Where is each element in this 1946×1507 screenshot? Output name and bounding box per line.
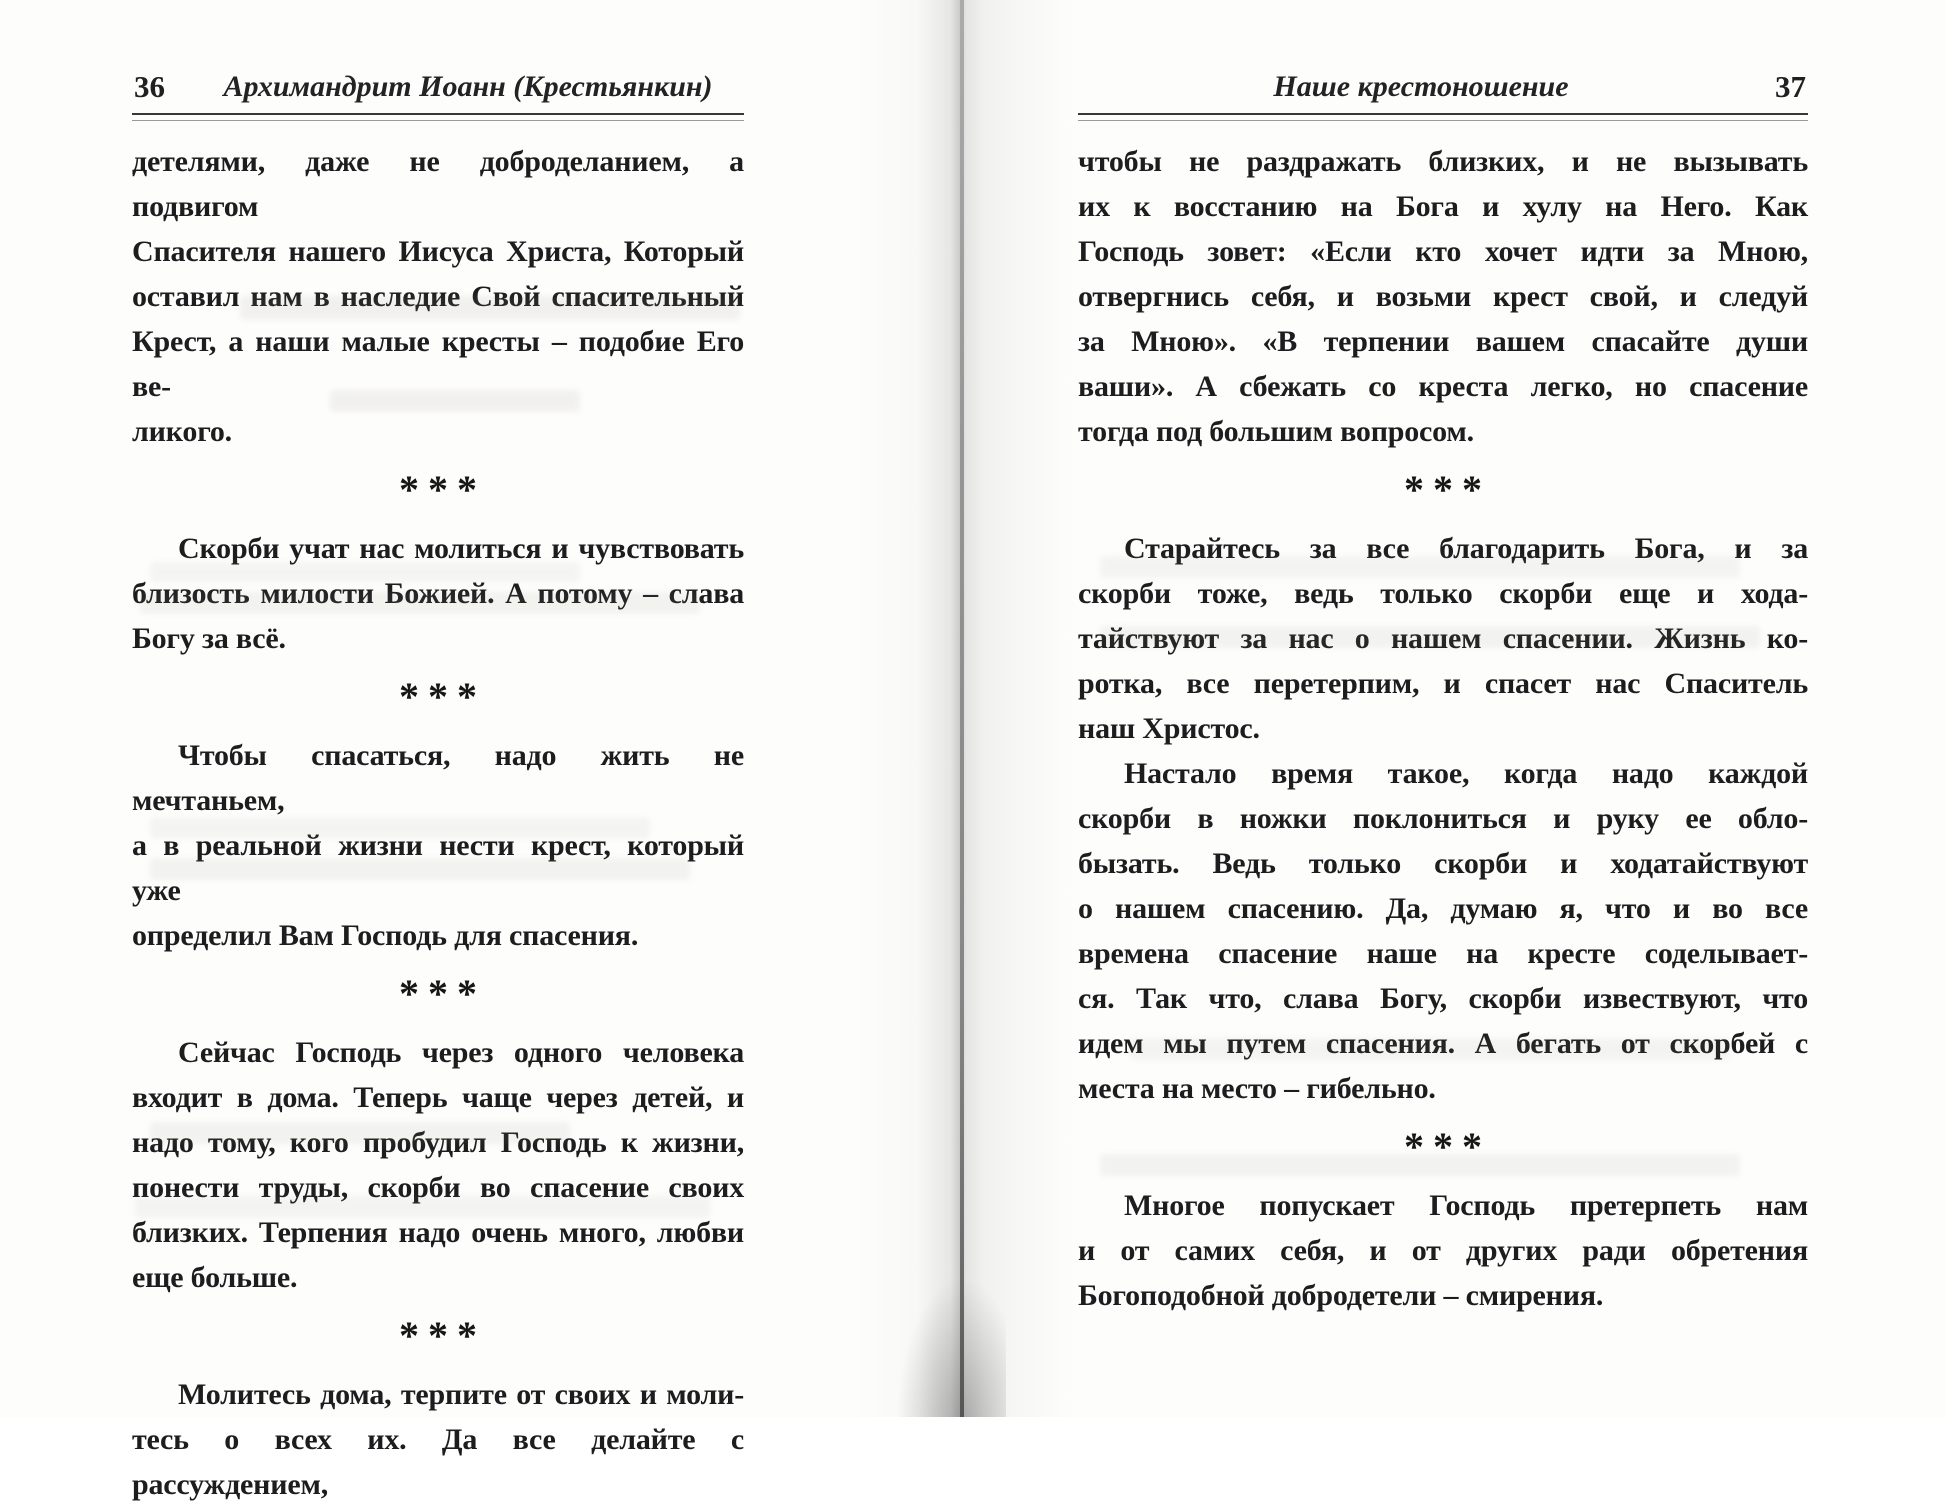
text-line: Многое попускает Господь претерпеть нам [1124,1189,1808,1222]
paragraph [132,1030,744,1300]
text-line: Спасителя нашего Иисуса Христа, Который [132,235,744,268]
page-number-left: 36 [134,69,165,104]
text-line: а в реальной жизни нести крест, который уже [132,829,744,907]
paragraph [132,1372,744,1507]
text-line: наш Христос. [1078,712,1260,745]
text-line: Богу за всё. [132,622,286,655]
text-line: о нашем спасению. Да, думаю я, что и во все [1078,892,1808,925]
separator-asterisks: *** [1404,1124,1491,1169]
text-line: времена спасение наше на кресте соделывает- [1078,937,1808,970]
text-line: ся. Так что, слава Богу, скорби извествуют, что [1078,982,1808,1015]
text-line: скорби в ножки поклониться и руку ее обло- [1078,802,1808,835]
text-line: понести труды, скорби во спасение своих [132,1171,744,1204]
text-line: еще больше. [132,1261,298,1294]
section-separator [132,1300,744,1372]
text-line: ликого. [132,415,232,448]
page-body-left [132,139,744,1507]
section-separator [1078,1111,1808,1183]
text-line: близость милости Божией. А потому – слава [132,577,744,610]
paragraph [1078,526,1808,751]
header-rule-left [132,113,744,121]
section-separator [132,454,744,526]
text-line: тайствуют за нас о нашем спасении. Жизнь ко- [1078,622,1808,655]
text-line: Скорби учат нас молиться и чувствовать [178,532,744,565]
text-line: за Мною». «В терпении вашем спасайте души [1078,325,1808,358]
text-line: и от самих себя, и от других ради обретения [1078,1234,1808,1267]
left-page [132,64,744,1507]
text-line: идем мы путем спасения. А бегать от скорбей с [1078,1027,1808,1060]
page-number-right: 37 [1775,69,1806,104]
section-separator [1078,454,1808,526]
paragraph [1078,1183,1808,1318]
text-line: Богоподобной добродетели – смирения. [1078,1279,1604,1312]
paragraph [132,733,744,958]
page-gutter [856,0,1076,1417]
text-line: близких. Терпения надо очень много, любви [132,1216,744,1249]
section-separator [132,661,744,733]
separator-asterisks: *** [399,674,486,719]
text-line: Сейчас Господь через одного человека [178,1036,744,1069]
text-line: тесь о всех их. Да все делайте с рассуждением, [132,1423,744,1501]
page-header-left [132,64,744,110]
text-line: оставил нам в наследие Свой спасительный [132,280,744,313]
text-line: Настало время такое, когда надо каждой [1124,757,1808,790]
page-gutter-bottom-shadow [896,1277,1006,1417]
paragraph [1078,139,1808,454]
right-page [1078,64,1808,1318]
separator-asterisks: *** [1404,467,1491,512]
text-line: скорби тоже, ведь только скорби еще и хода- [1078,577,1808,610]
text-line: отвергнись себя, и возьми крест свой, и следуй [1078,280,1808,313]
separator-asterisks: *** [399,971,486,1016]
text-line: определил Вам Господь для спасения. [132,919,639,952]
header-rule-right [1078,113,1808,121]
text-line: входит в дома. Теперь чаще через детей, и [132,1081,744,1114]
text-line: детелями, даже не доброделанием, а подвигом [132,145,744,223]
page-gutter-fold-line [960,0,964,1417]
separator-asterisks: *** [399,467,486,512]
text-line: Господь зовет: «Если кто хочет идти за Мною, [1078,235,1808,268]
text-line: Молитесь дома, терпите от своих и моли- [178,1378,744,1411]
text-line: Чтобы спасаться, надо жить не мечтаньем, [132,739,744,817]
text-line: места на место – гибельно. [1078,1072,1436,1105]
text-line: ротка, все перетерпим, и спасет нас Спаситель [1078,667,1808,700]
text-line: чтобы не раздражать близких, и не вызывать [1078,145,1808,178]
running-head-right: Наше крестоношение [1273,70,1569,103]
section-separator [132,958,744,1030]
paragraph [1078,751,1808,1111]
text-line: их к восстанию на Бога и хулу на Него. Как [1078,190,1808,223]
text-line: Старайтесь за все благодарить Бога, и за [1124,532,1808,565]
text-line: тогда под большим вопросом. [1078,415,1474,448]
paragraph [132,526,744,661]
page-body-right [1078,139,1808,1318]
running-head-left: Архимандрит Иоанн (Крестьянкин) [223,70,713,103]
page-header-right [1078,64,1808,110]
text-line: надо тому, кого пробудил Господь к жизни, [132,1126,744,1159]
text-line: Крест, а наши малые кресты – подобие Его ве- [132,325,744,403]
paragraph [132,139,744,454]
text-line: ваши». А сбежать со креста легко, но спасение [1078,370,1808,403]
separator-asterisks: *** [399,1313,486,1358]
text-line: бызать. Ведь только скорби и ходатайствуют [1078,847,1808,880]
